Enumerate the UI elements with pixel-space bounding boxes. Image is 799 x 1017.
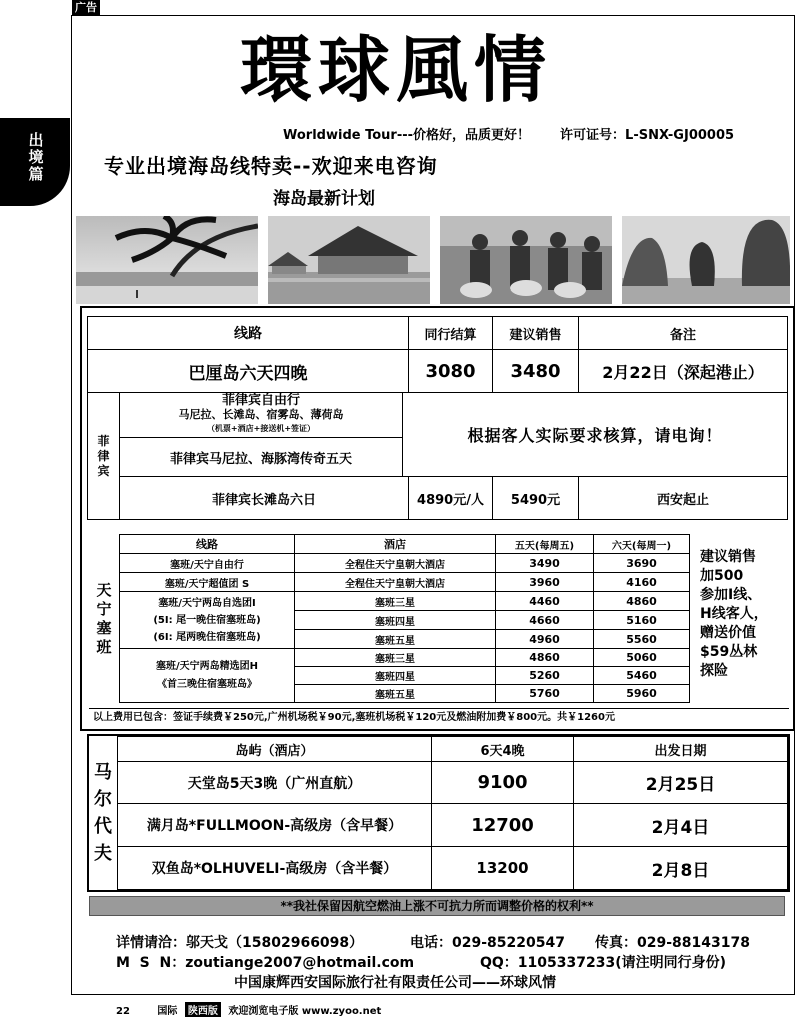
bali-peer-price: 3080 bbox=[408, 349, 493, 393]
saipan-label: 天宁塞班 bbox=[96, 581, 112, 656]
maldives-header-price: 6天4晚 bbox=[431, 736, 574, 762]
fuel-surcharge-note: **我社保留因航空燃油上涨不可抗力所而调整价格的权利** bbox=[89, 896, 785, 916]
boracay-remarks: 西安起止 bbox=[578, 476, 788, 520]
company-name: 中国康辉西安国际旅行社有限责任公司——环球风情 bbox=[234, 975, 556, 991]
table-row: 5260 bbox=[495, 666, 594, 685]
maldives-header-island: 岛屿（酒店） bbox=[117, 736, 432, 762]
page-footer bbox=[116, 1002, 381, 1017]
saipan-route-value: 塞班/天宁超值团 S bbox=[119, 572, 295, 592]
table-row: 塞班五星 bbox=[294, 629, 496, 649]
saipan-header-five-day: 五天(每周五) bbox=[495, 534, 594, 554]
table-row: 5960 bbox=[593, 684, 690, 703]
col-header-suggested-price: 建议销售 bbox=[492, 316, 579, 350]
table-row: 双鱼岛*OLHUVELI-高级房（含半餐） bbox=[117, 846, 432, 890]
table-row: 13200 bbox=[431, 846, 574, 890]
limestone-island-photo bbox=[622, 216, 790, 304]
table-row: 塞班五星 bbox=[294, 684, 496, 703]
boracay-suggested-price: 5490元 bbox=[492, 476, 579, 520]
beach-palm-photo bbox=[76, 216, 258, 304]
bali-remarks: 2月22日（深起港止） bbox=[578, 349, 788, 393]
table-row: 3960 bbox=[495, 572, 594, 592]
table-row: 塞班四星 bbox=[294, 666, 496, 685]
contact-fax: 传真：029-88143178 bbox=[595, 935, 750, 951]
tour-slogan: Worldwide Tour---价格好，品质更好！ bbox=[283, 128, 531, 143]
table-row: 5160 bbox=[593, 610, 690, 630]
table-row: 12700 bbox=[431, 803, 574, 847]
footer-text: 欢迎浏览电子版 www.zyoo.net bbox=[228, 1006, 382, 1017]
maldives-label: 马尔代夫 bbox=[94, 762, 112, 864]
saipan-header-route: 线路 bbox=[119, 534, 295, 554]
contact-person: 详情请洽：邬天戈（15802966098） bbox=[116, 935, 364, 951]
table-row: 全程住天宁皇朝大酒店 bbox=[294, 572, 496, 592]
water-villa-photo bbox=[268, 216, 430, 304]
brand-title: 環球風情 bbox=[240, 27, 553, 112]
philippines-label: 菲律宾 bbox=[87, 392, 120, 520]
saipan-group-h-line2: 《首三晚住宿塞班岛》 bbox=[157, 678, 257, 690]
maldives-header-date: 出发日期 bbox=[573, 736, 788, 762]
table-row: 2月4日 bbox=[573, 803, 788, 847]
boracay-route: 菲律宾长滩岛六日 bbox=[119, 476, 409, 520]
col-header-route: 线路 bbox=[87, 316, 409, 350]
saipan-group-i bbox=[119, 591, 295, 649]
table-row: 5560 bbox=[593, 629, 690, 649]
saipan-group-h-line1: 塞班/天宁两岛精选团H bbox=[155, 660, 259, 672]
boracay-peer-price: 4890元/人 bbox=[408, 476, 493, 520]
table-row: 塞班三星 bbox=[294, 648, 496, 667]
table-row: 4860 bbox=[495, 648, 594, 667]
philippines-inquiry: 根据客人实际要求核算，请电询！ bbox=[402, 392, 788, 477]
side-tab bbox=[0, 118, 70, 206]
saipan-group-i-line3: (6I: 尾两晚住宿塞班岛) bbox=[153, 631, 261, 643]
table-row: 4460 bbox=[495, 591, 594, 611]
contact-phone: 电话：029-85220547 bbox=[410, 935, 565, 951]
subheadline: 海岛最新计划 bbox=[273, 189, 375, 209]
saipan-header-hotel: 酒店 bbox=[294, 534, 496, 554]
contact-msn: M S N：zoutiange2007@hotmail.com bbox=[116, 955, 415, 971]
col-header-peer-price: 同行结算 bbox=[408, 316, 493, 350]
table-row: 2月25日 bbox=[573, 761, 788, 804]
footer-logo: 陕西版 bbox=[185, 1002, 221, 1017]
table-row: 塞班四星 bbox=[294, 610, 496, 630]
headline: 专业出境海岛线特卖--欢迎来电咨询 bbox=[104, 154, 438, 178]
table-row: 3690 bbox=[593, 553, 690, 573]
philippines-free-note: （机票+酒店+接送机+签证） bbox=[206, 424, 316, 433]
philippines-free-travel bbox=[119, 392, 403, 438]
philippines-free-sub: 马尼拉、长滩岛、宿雾岛、薄荷岛 bbox=[178, 408, 344, 421]
saipan-group-i-line2: (5I: 尾一晚住宿塞班岛) bbox=[153, 614, 261, 626]
side-tab-label: 出境篇 bbox=[28, 131, 44, 183]
contact-qq: QQ：1105337233(请注明同行身份) bbox=[480, 955, 727, 971]
table-row: 天堂岛5天3晚（广州直航） bbox=[117, 761, 432, 804]
saipan-header-six-day: 六天(每周一) bbox=[593, 534, 690, 554]
footer-section: 国际 bbox=[157, 1006, 178, 1017]
saipan-group-i-line1: 塞班/天宁两岛自选团I bbox=[158, 597, 256, 609]
table-row: 3490 bbox=[495, 553, 594, 573]
col-header-remarks: 备注 bbox=[578, 316, 788, 350]
table-row: 4160 bbox=[593, 572, 690, 592]
table-row: 5460 bbox=[593, 666, 690, 685]
license-number: 许可证号：L-SNX-GJ00005 bbox=[560, 128, 735, 143]
table-row: 9100 bbox=[431, 761, 574, 804]
table-row: 2月8日 bbox=[573, 846, 788, 890]
table-row: 全程住天宁皇朝大酒店 bbox=[294, 553, 496, 573]
philippines-free-title: 菲律宾自由行 bbox=[221, 393, 300, 408]
table-row: 4660 bbox=[495, 610, 594, 630]
philippines-manila-route: 菲律宾马尼拉、海豚湾传奇五天 bbox=[119, 437, 403, 477]
saipan-fees-note: 以上费用已包含：签证手续费￥250元,广州机场税￥90元,塞班机场税￥120元及燃油附加费￥800元。共￥1260元 bbox=[89, 708, 789, 726]
dancers-photo bbox=[440, 216, 612, 304]
table-row: 满月岛*FULLMOON-高级房（含早餐） bbox=[117, 803, 432, 847]
table-row: 4860 bbox=[593, 591, 690, 611]
ad-tag: 广告 bbox=[72, 0, 100, 15]
table-row: 5060 bbox=[593, 648, 690, 667]
page-number: 22 bbox=[116, 1006, 130, 1017]
table-row: 4960 bbox=[495, 629, 594, 649]
bali-suggested-price: 3480 bbox=[492, 349, 579, 393]
table-row: 5760 bbox=[495, 684, 594, 703]
saipan-route-free: 塞班/天宁自由行 bbox=[119, 553, 295, 573]
bali-route: 巴厘岛六天四晚 bbox=[87, 349, 409, 393]
tagline bbox=[283, 124, 734, 143]
saipan-promo: 建议销售 加500 参加I线、 H线客人， 赠送价值 $59丛林 探险 bbox=[700, 549, 768, 679]
saipan-group-h bbox=[119, 648, 295, 703]
table-row: 塞班三星 bbox=[294, 591, 496, 611]
